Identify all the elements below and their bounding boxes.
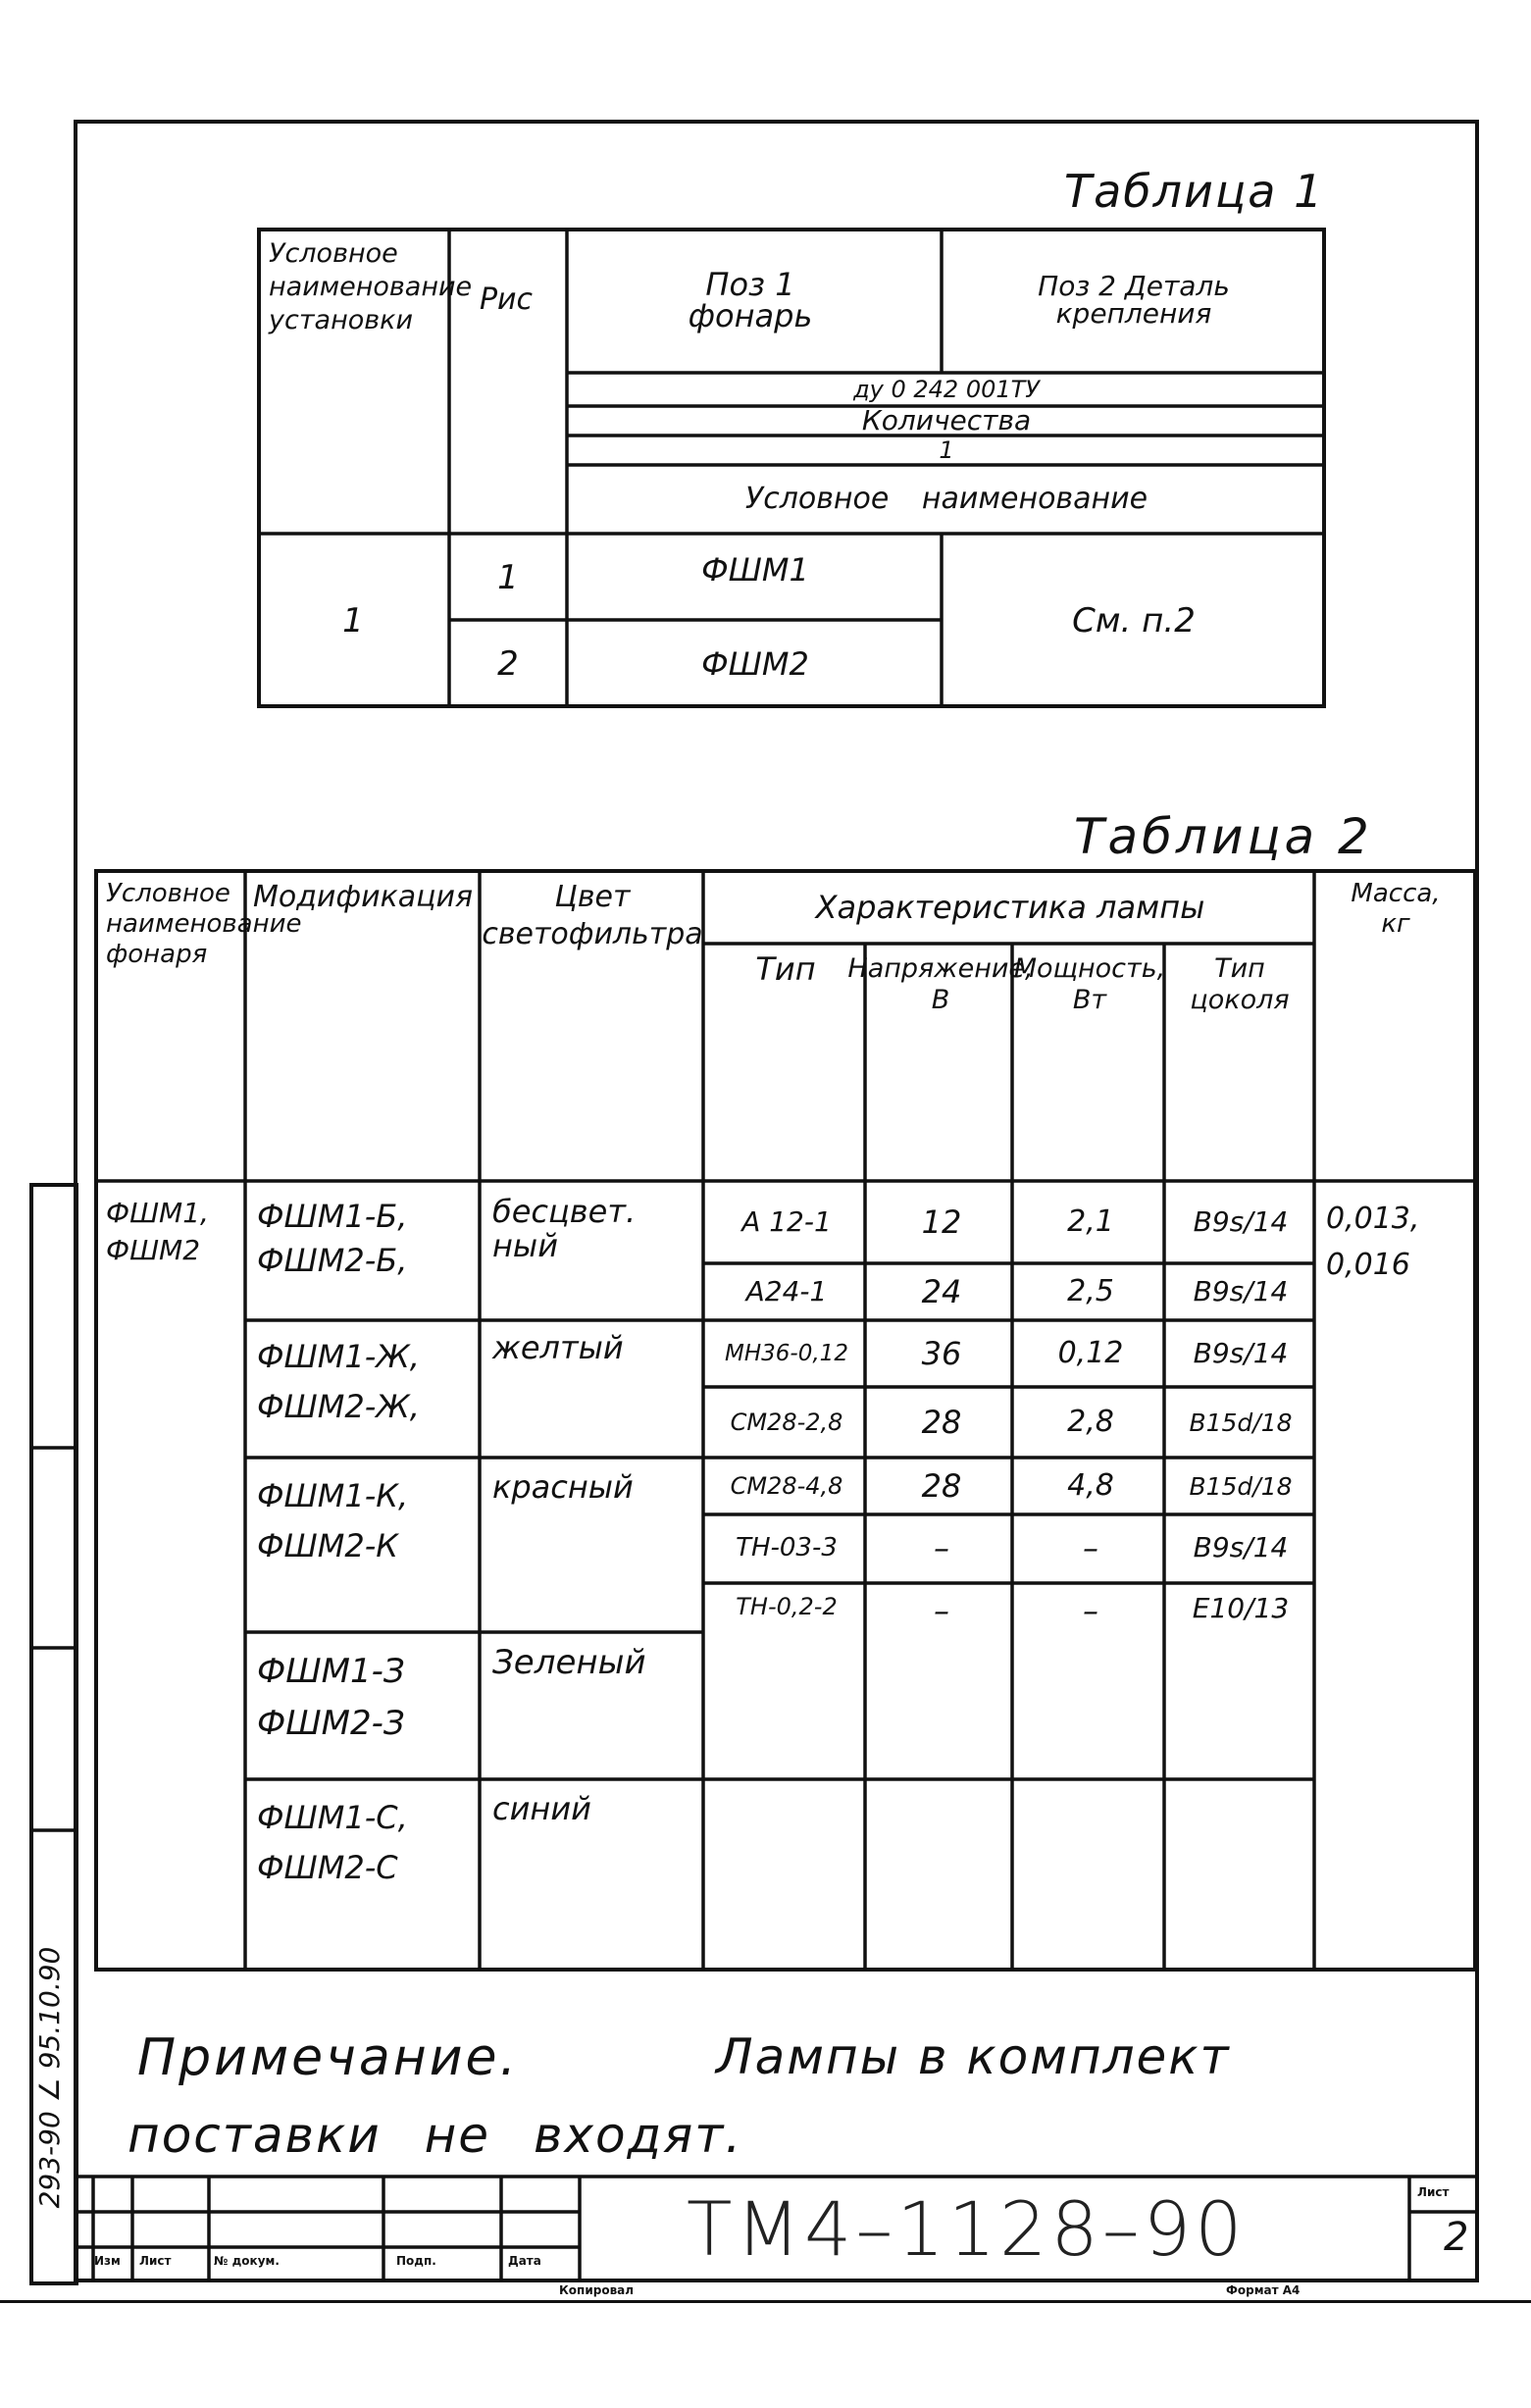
t1-quantity: Количества [861, 404, 1032, 436]
t2-lamp-voltage: 24 [921, 1273, 962, 1310]
t2-lamp-base: B15d/18 [1189, 1471, 1293, 1501]
t2-header-voltage: Напряжение, В [847, 953, 1034, 1016]
note-text-2: поставки не входят. [128, 2107, 743, 2164]
t2-header-lamp: Характеристика лампы [815, 889, 1205, 926]
t2-lamp-base: B9s/14 [1193, 1337, 1289, 1369]
t1-header-install: Условное наименование установки [269, 238, 473, 335]
t2-mod-s: ФШМ1-С, ФШМ2-С [257, 1799, 408, 1887]
t2-lamp-voltage: 28 [921, 1404, 962, 1441]
t1-one: 1 [939, 436, 954, 464]
t2-lamp-type: СМ28-4,8 [730, 1472, 843, 1500]
margin-stamp: 293-90 ∠ 95.10.90 [33, 1946, 66, 2209]
tb-col-list: Лист [139, 2254, 172, 2268]
t2-lamp-voltage: 12 [921, 1204, 962, 1241]
t2-lamp-voltage: – [934, 1529, 949, 1566]
t2-lamp-power: – [1083, 1592, 1098, 1629]
t2-mod-z: ФШМ1-З ФШМ2-З [257, 1652, 405, 1743]
t2-header-type: Тип [755, 950, 816, 988]
tb-copied: Копировал [559, 2283, 635, 2297]
bottom-rule [0, 2300, 1531, 2303]
t2-color-zh: желтый [492, 1329, 624, 1366]
t2-name-cell: ФШМ1, ФШМ2 [106, 1197, 209, 1266]
t1-doc-ref: ду 0 242 001ТУ [853, 376, 1040, 403]
t2-header-mass: Масса, кг [1351, 879, 1441, 940]
t1-lamp2: ФШМ2 [701, 645, 809, 683]
t2-lamp-power: 4,8 [1067, 1468, 1114, 1503]
tb-col-izm: Изм [94, 2254, 121, 2268]
t2-lamp-voltage: 28 [921, 1467, 962, 1505]
t1-header-fig: Рис [479, 282, 534, 317]
t2-header-name: Условное наименование фонаря [106, 879, 302, 970]
tb-sheet-label: Лист [1417, 2185, 1450, 2199]
t2-lamp-power: 2,1 [1067, 1204, 1114, 1239]
t2-lamp-type: МН36-0,12 [725, 1340, 848, 1366]
t1-fig1: 1 [497, 558, 519, 597]
t2-lamp-base: E10/13 [1192, 1592, 1290, 1624]
table1-title: Таблица 1 [1064, 165, 1325, 218]
tb-col-sign: Подп. [396, 2254, 436, 2268]
t2-lamp-type: А24-1 [745, 1275, 828, 1307]
t2-lamp-power: 2,5 [1067, 1274, 1114, 1308]
t2-mass-cell: 0,013, 0,016 [1326, 1202, 1420, 1282]
t2-lamp-voltage: 36 [921, 1335, 962, 1372]
t2-header-mod: Модификация [252, 880, 474, 914]
t2-color-z: Зеленый [492, 1643, 646, 1682]
t2-lamp-base: B15d/18 [1189, 1408, 1293, 1437]
note-label: Примечание. [137, 2028, 520, 2087]
tb-doc-code: ТМ4–1128–90 [687, 2185, 1247, 2273]
t2-mod-b: ФШМ1-Б, ФШМ2-Б, [257, 1198, 408, 1279]
t2-lamp-type: А 12-1 [741, 1205, 832, 1238]
t2-lamp-base: B9s/14 [1193, 1205, 1289, 1238]
t2-lamp-base: B9s/14 [1193, 1531, 1289, 1563]
tb-sheet-number: 2 [1444, 2215, 1469, 2260]
tb-format: Формат А4 [1226, 2283, 1301, 2297]
t2-lamp-power: 0,12 [1057, 1336, 1124, 1370]
t1-fig2: 2 [497, 644, 519, 684]
t2-header-color: Цвет светофильтра [482, 880, 703, 951]
t2-lamp-type: ТН-0,2-2 [736, 1593, 838, 1620]
table2-title: Таблица 2 [1074, 808, 1373, 865]
tb-col-doc: № докум. [214, 2254, 280, 2268]
t1-cond-name: Условное наименование [744, 482, 1148, 516]
t2-lamp-voltage: – [934, 1592, 949, 1629]
note-text-1: Лампы в комплект [716, 2028, 1231, 2085]
t1-install-value: 1 [342, 601, 364, 640]
t2-lamp-power: – [1083, 1529, 1098, 1566]
t2-lamp-type: СМ28-2,8 [730, 1409, 843, 1436]
t2-color-k: красный [492, 1468, 634, 1506]
t2-color-s: синий [492, 1790, 591, 1827]
t2-mod-zh: ФШМ1-Ж, ФШМ2-Ж, [257, 1338, 420, 1426]
t2-lamp-power: 2,8 [1067, 1405, 1114, 1439]
t1-lamp1: ФШМ1 [701, 551, 809, 589]
t2-header-power: Мощность, Вт [1013, 953, 1166, 1016]
tb-col-date: Дата [508, 2254, 541, 2268]
t2-header-base: Тип цоколя [1190, 953, 1290, 1016]
t1-header-pos1: Поз 1 фонарь [688, 266, 813, 334]
t1-part: См. п.2 [1072, 601, 1196, 640]
t2-mod-k: ФШМ1-К, ФШМ2-К [257, 1477, 409, 1565]
t2-lamp-type: ТН-03-3 [736, 1533, 838, 1563]
t2-lamp-base: B9s/14 [1193, 1275, 1289, 1307]
t2-color-b: бесцвет. ный [492, 1193, 637, 1265]
t1-header-pos2: Поз 2 Деталь крепления [1038, 270, 1230, 330]
